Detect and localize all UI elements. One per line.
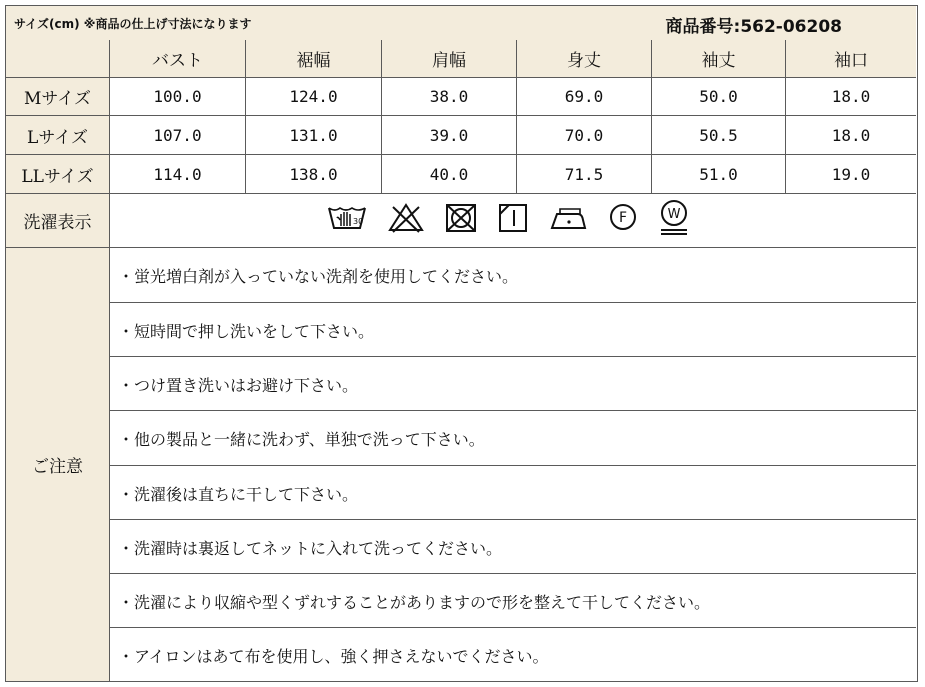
table-cell: 18.0 [831, 125, 871, 145]
wet-clean-w-icon [658, 199, 690, 237]
grid-line [6, 154, 916, 155]
no-tumble-dry-icon [444, 202, 478, 234]
wet-clean-letter: W [667, 207, 681, 222]
table-cell: 69.0 [564, 87, 604, 106]
no-bleach-icon [388, 202, 424, 234]
table-cell: 39.0 [429, 125, 469, 145]
table-cell: 40.0 [429, 164, 469, 184]
col-header-shoulder: 肩幅 [382, 40, 516, 77]
hand-wash-icon [326, 202, 368, 234]
table-cell: 70.0 [564, 125, 604, 145]
table-cell: 18.0 [831, 87, 871, 106]
care-label: 洗濯表示 [6, 194, 109, 247]
note-item: ・洗濯時は裏返してネットに入れて洗ってください。 [118, 538, 503, 558]
table-cell: 51.0 [699, 164, 738, 184]
note-item: ・アイロンはあて布を使用し、強く押さえないでください。 [118, 646, 549, 666]
table-cell: 50.0 [699, 87, 738, 106]
grid-line [245, 40, 246, 193]
grid-line [6, 115, 916, 116]
size-care-sheet [5, 5, 918, 682]
grid-line [516, 40, 517, 193]
size-unit-note: サイズ(cm) ※商品の仕上げ寸法になります [14, 17, 252, 31]
grid-line [6, 193, 916, 194]
drip-dry-shade-icon [498, 202, 528, 234]
grid-line [785, 40, 786, 193]
grid-line [110, 627, 916, 628]
grid-line [110, 302, 916, 303]
notes-label: ご注意 [6, 248, 109, 681]
dry-clean-f-icon [608, 202, 638, 234]
table-cell: 124.0 [289, 87, 338, 106]
table-cell: 100.0 [153, 87, 202, 106]
grid-line [110, 410, 916, 411]
col-header-sleeve-length: 袖丈 [652, 40, 785, 77]
table-cell: 107.0 [153, 125, 202, 145]
corner-cell [6, 40, 109, 77]
care-symbols [326, 199, 690, 237]
iron-low-icon [548, 202, 588, 234]
table-cell: 50.5 [699, 125, 738, 145]
dry-clean-letter: F [618, 210, 628, 226]
table-cell: 138.0 [289, 164, 338, 184]
col-header-hem-width: 裾幅 [246, 40, 381, 77]
grid-line [6, 247, 916, 248]
row-label-l: Lサイズ [6, 116, 109, 154]
grid-line [110, 356, 916, 357]
grid-line [381, 40, 382, 193]
product-number: 商品番号:562-06208 [665, 17, 842, 37]
grid-line [110, 573, 916, 574]
note-item: ・他の製品と一緒に洗わず、単独で洗って下さい。 [118, 429, 485, 449]
table-cell: 131.0 [289, 125, 338, 145]
col-header-length: 身丈 [517, 40, 651, 77]
row-label-ll: LLサイズ [6, 155, 109, 193]
sheet-header [6, 6, 916, 41]
grid-line [651, 40, 652, 193]
grid-line [6, 77, 916, 78]
note-item: ・短時間で押し洗いをして下さい。 [118, 321, 375, 341]
grid-line [110, 519, 916, 520]
note-item: ・洗濯により収縮や型くずれすることがありますので形を整えて干してください。 [118, 592, 711, 612]
grid-line [110, 465, 916, 466]
table-cell: 38.0 [429, 87, 469, 106]
row-label-m: Mサイズ [6, 78, 109, 115]
col-header-bust: バスト [110, 40, 245, 77]
note-item: ・蛍光増白剤が入っていない洗剤を使用してください。 [118, 266, 519, 286]
table-cell: 19.0 [831, 164, 871, 184]
grid-line [109, 40, 110, 681]
col-header-cuff: 袖口 [786, 40, 916, 77]
note-item: ・つけ置き洗いはお避け下さい。 [118, 375, 359, 395]
table-cell: 71.5 [564, 164, 604, 184]
hand-wash-temp: 30 [353, 217, 364, 226]
note-item: ・洗濯後は直ちに干して下さい。 [118, 484, 359, 504]
table-cell: 114.0 [153, 164, 202, 184]
